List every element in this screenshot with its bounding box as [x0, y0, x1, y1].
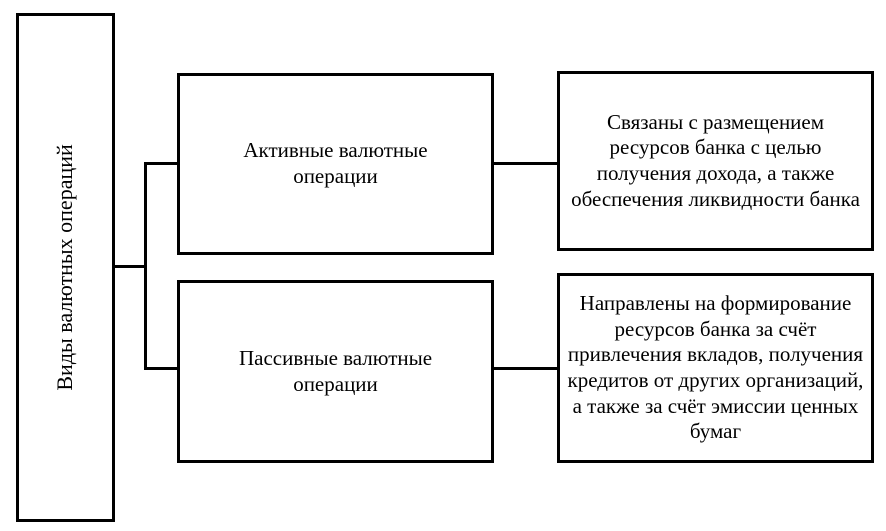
- active-operations-description: Связаны с размещением ресурсов банка с целью получения дохода, а также обеспечения ликвидности банка: [571, 109, 860, 211]
- connector-passive-to-description: [492, 367, 558, 370]
- passive-operations-label: Пассивные валютные операции: [238, 345, 433, 396]
- connector-trunk: [144, 162, 147, 370]
- connector-active-to-description: [492, 162, 558, 165]
- root-box: [16, 13, 115, 522]
- passive-operations-description: Направлены на формирование ресурсов банка за счёт привлечения вкладов, получения кредитов от других организаций, а также за счёт эмиссии ценных бумаг: [567, 291, 864, 444]
- passive-operations-box: [177, 280, 494, 463]
- active-operations-box: [177, 73, 494, 255]
- active-operations-label: Активные валютные операции: [243, 138, 428, 188]
- connector-trunk-to-passive: [144, 367, 178, 370]
- root-box-label: Виды валютных операций: [52, 144, 78, 391]
- connector-trunk-to-active: [144, 162, 178, 165]
- connector-root-to-trunk: [113, 265, 146, 268]
- passive-operations-description-box: [557, 273, 874, 463]
- active-operations-description-box: [557, 71, 874, 251]
